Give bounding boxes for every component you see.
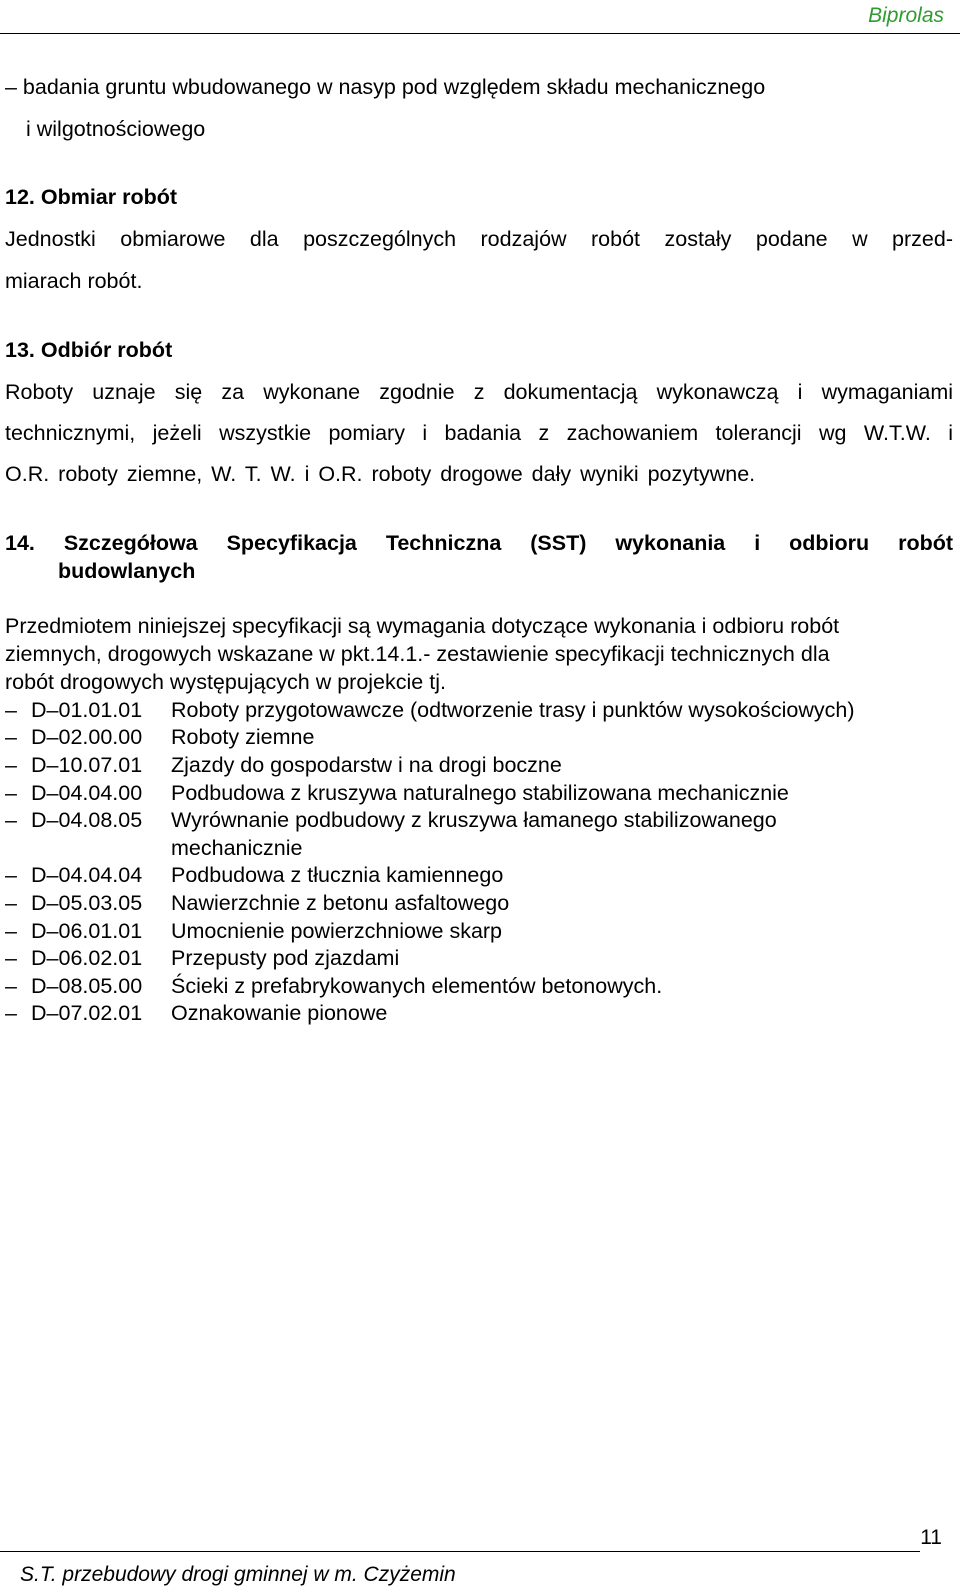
list-title: Wyrównanie podbudowy z kruszywa łamanego stabilizowanego (171, 808, 777, 832)
list-code: D–08.05.00 (31, 974, 143, 998)
section-12-heading: 12. Obmiar robót (5, 185, 178, 209)
list-dash: – (5, 1001, 17, 1025)
list-dash: – (5, 725, 17, 749)
section-12-text-line-1: Jednostki obmiarowe dla poszczególnych rodzajów robót zostały podane w przed- (5, 227, 953, 251)
list-code: D–06.01.01 (31, 919, 143, 943)
section-13-text-line-1: Roboty uznaje się za wykonane zgodnie z dokumentacją wykonawczą i wymaganiami (5, 380, 953, 404)
list-item (5, 723, 314, 751)
list-title: Roboty przygotowawcze (odtworzenie trasy i punktów wysokościowych) (171, 698, 855, 722)
list-item (5, 944, 399, 972)
list-code: D–04.04.04 (31, 863, 143, 887)
list-item (5, 999, 387, 1027)
section-13-heading: 13. Odbiór robót (5, 338, 173, 362)
list-code: D–01.01.01 (31, 698, 143, 722)
list-title: Ścieki z prefabrykowanych elementów betonowych. (171, 974, 663, 998)
section-12-text-line-2: miarach robót. (5, 269, 143, 293)
list-item (5, 861, 503, 889)
list-title: Podbudowa z kruszywa naturalnego stabilizowana mechanicznie (171, 781, 789, 805)
section-13-text-line-2: technicznymi, jeżeli wszystkie pomiary i badania z zachowaniem tolerancji wg W.T.W. i (5, 421, 953, 445)
list-code: D–05.03.05 (31, 891, 143, 915)
list-dash: – (5, 781, 17, 805)
list-code: D–04.08.05 (31, 808, 143, 832)
list-item (5, 972, 662, 1000)
list-title: Podbudowa z tłucznia kamiennego (171, 863, 504, 887)
list-title: Umocnienie powierzchniowe skarp (171, 919, 503, 943)
list-item (5, 751, 562, 779)
list-dash: – (5, 753, 17, 777)
list-item (5, 917, 502, 945)
list-dash: – (5, 863, 17, 887)
intro-line-2: i wilgotnościowego (26, 117, 206, 141)
list-title: Nawierzchnie z betonu asfaltowego (171, 891, 510, 915)
page-number: 11 (920, 1526, 942, 1549)
list-code: D–04.04.00 (31, 781, 143, 805)
list-title: Roboty ziemne (171, 725, 315, 749)
header-brand: Biprolas (868, 4, 944, 27)
list-dash: – (5, 974, 17, 998)
list-item (5, 889, 509, 917)
section-14-para-line-3: robót drogowych występujących w projekcie tj. (5, 670, 446, 694)
list-dash: – (5, 919, 17, 943)
list-item (5, 696, 855, 724)
list-code: D–02.00.00 (31, 725, 143, 749)
section-14-heading-line-2: budowlanych (58, 559, 196, 583)
footer-text: S.T. przebudowy drogi gminnej w m. Czyżemin (20, 1563, 456, 1586)
section-14-para-line-2: ziemnych, drogowych wskazane w pkt.14.1.- zestawienie specyfikacji technicznych dla (5, 642, 830, 666)
list-title: Przepusty pod zjazdami (171, 946, 400, 970)
list-code: D–07.02.01 (31, 1001, 143, 1025)
header-rule (0, 33, 960, 34)
list-item (5, 806, 777, 834)
section-14-para-line-1: Przedmiotem niniejszej specyfikacji są wymagania dotyczące wykonania i odbioru robót (5, 614, 840, 638)
list-title: Oznakowanie pionowe (171, 1001, 388, 1025)
intro-line-1: – badania gruntu wbudowanego w nasyp pod względem składu mechanicznego (5, 75, 766, 99)
list-dash: – (5, 891, 17, 915)
footer-rule (0, 1551, 920, 1552)
section-13-text-line-3: O.R. roboty ziemne, W. T. W. i O.R. roboty drogowe dały wyniki pozytywne. (5, 462, 756, 486)
list-dash: – (5, 698, 17, 722)
section-14-heading-line-1: 14. Szczegółowa Specyfikacja Techniczna (SST) wykonania i odbioru robót (5, 531, 953, 555)
list-code: D–06.02.01 (31, 946, 143, 970)
list-item (5, 779, 789, 807)
list-dash: – (5, 808, 17, 832)
list-title: Zjazdy do gospodarstw i na drogi boczne (171, 753, 562, 777)
list-item-continuation: mechanicznie (171, 836, 303, 860)
list-dash: – (5, 946, 17, 970)
list-code: D–10.07.01 (31, 753, 143, 777)
